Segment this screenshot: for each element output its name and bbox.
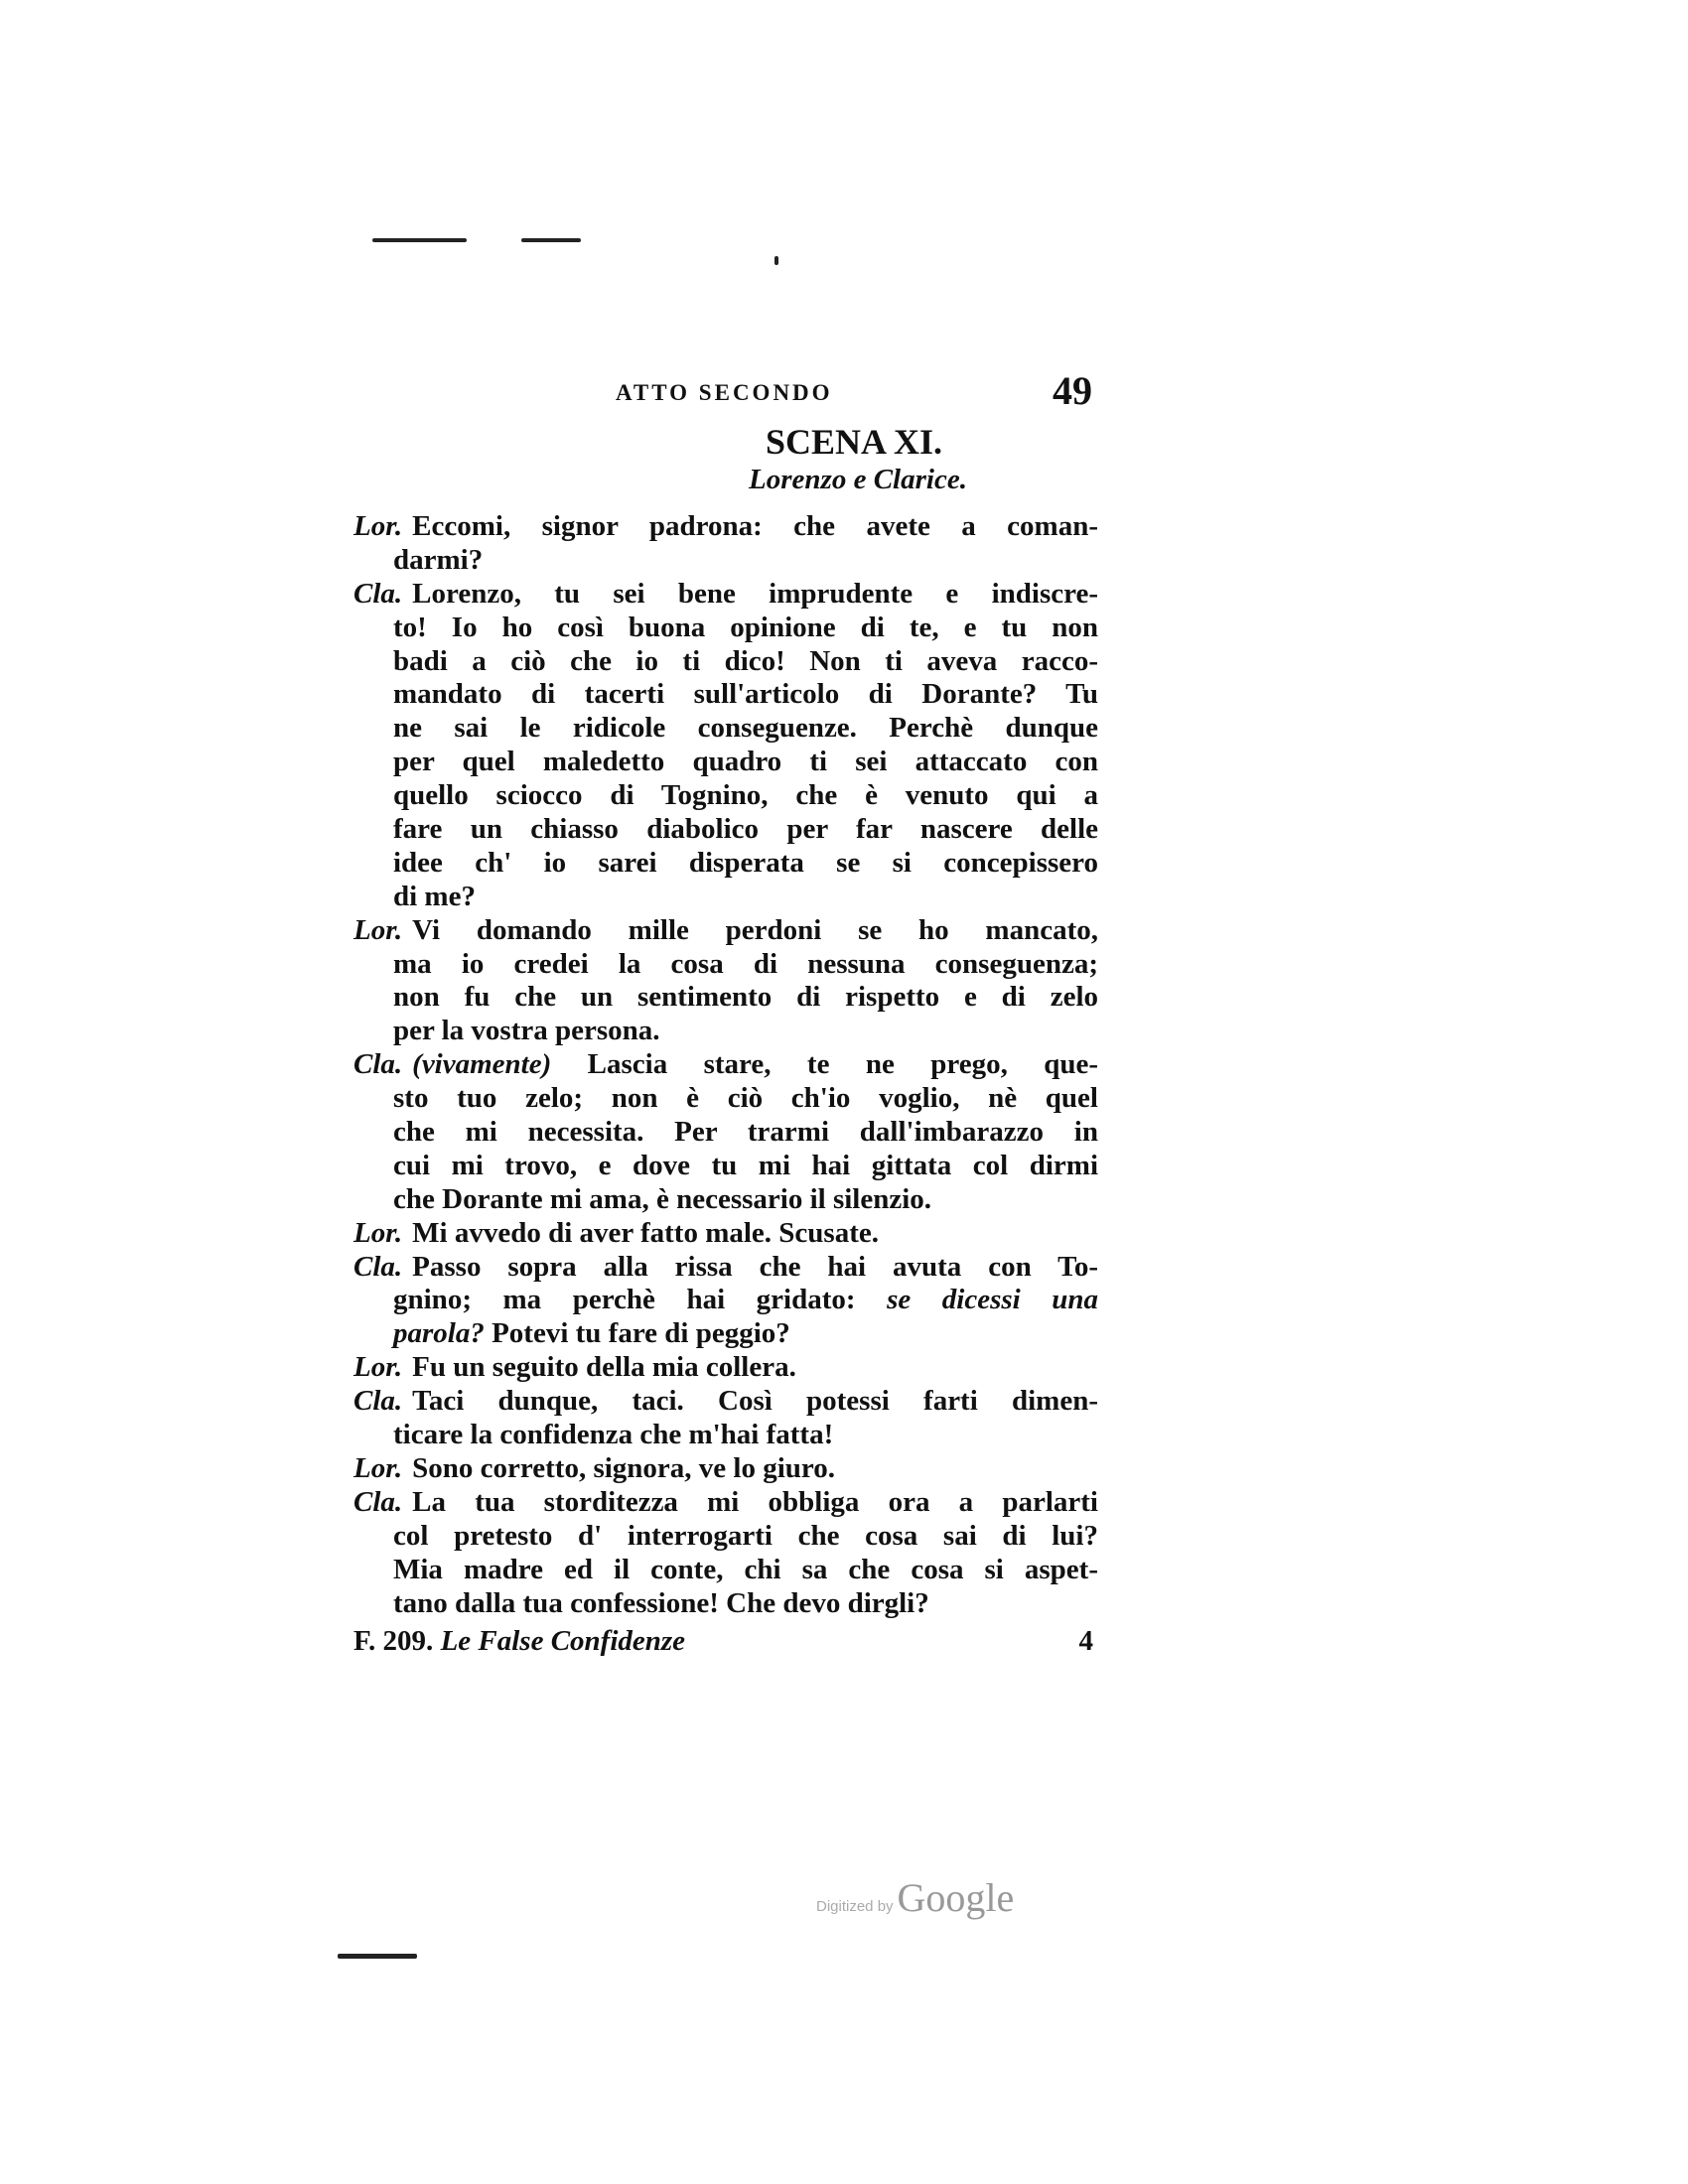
line-text: gnino; ma perchè hai gridato:: [393, 1284, 888, 1316]
line-text: to! Io ho così buona opinione di te, e tu non: [393, 611, 1098, 643]
text-line: [353, 847, 1098, 881]
text-line: [353, 981, 1098, 1015]
text-line: [353, 612, 1098, 645]
page-footer: [353, 1625, 1093, 1658]
text-line: [353, 1554, 1098, 1587]
speaker-label: Cla.: [353, 1250, 403, 1283]
line-text: per quel maledetto quadro ti sei attaccato con: [393, 746, 1098, 778]
line-text: di me?: [393, 880, 476, 912]
text-line: [353, 578, 1098, 612]
line-text: Lorenzo, tu sei bene imprudente e indiscre-: [412, 577, 1098, 610]
line-text: fare un chiasso diabolico per far nascere delle: [393, 813, 1098, 846]
text-line: [353, 881, 1098, 914]
line-text: per la vostra persona.: [393, 1015, 660, 1047]
text-line: [353, 1217, 1098, 1251]
scene-title: SCENA XI.: [765, 422, 943, 462]
line-text: darmi?: [393, 543, 484, 576]
line-text: Fu un seguito della mia collera.: [412, 1351, 796, 1384]
text-line: [353, 1452, 1098, 1486]
line-text: mandato di tacerti sull'articolo di Dorante? Tu: [393, 678, 1098, 711]
line-text: ma io credei la cosa di nessuna conseguenza;: [393, 947, 1098, 980]
text-line: [353, 1486, 1098, 1520]
dialogue-body: [353, 510, 1098, 1620]
text-line: [353, 1116, 1098, 1150]
text-line: [353, 1048, 1098, 1082]
speaker-label: Lor.: [353, 913, 403, 946]
gathering-mark: 4: [1078, 1625, 1093, 1657]
text-line: [353, 1520, 1098, 1554]
text-line: [353, 1183, 1098, 1217]
line-text: Passo sopra alla rissa che hai avuta con To-: [412, 1250, 1098, 1283]
line-text: Taci dunque, taci. Così potessi farti dimen-: [412, 1385, 1098, 1418]
line-text: tano dalla tua confessione! Che devo dirgli?: [393, 1586, 929, 1619]
line-text: sto tuo zelo; non è ciò ch'io voglio, nè quel: [393, 1082, 1098, 1115]
text-line: [353, 510, 1098, 544]
line-text: ne sai le ridicole conseguenze. Perchè dunque: [393, 712, 1098, 745]
running-head: ATTO SECONDO: [616, 380, 833, 405]
text-line: [353, 914, 1098, 948]
text-line: [353, 645, 1098, 679]
line-text: Vi domando mille perdoni se ho mancato,: [412, 913, 1098, 946]
speaker-label: Cla.: [353, 1485, 403, 1518]
line-text: col pretesto d' interrogarti che cosa sai di lui?: [393, 1519, 1098, 1552]
watermark-brand: Google: [897, 1875, 1015, 1920]
line-text: idee ch' io sarei disperata se si concepissero: [393, 846, 1098, 879]
text-line: [353, 779, 1098, 813]
text-line: [353, 1150, 1098, 1183]
text-line: [353, 1317, 1098, 1351]
text-line: [353, 1015, 1098, 1048]
speaker-label: Cla.: [353, 1048, 403, 1081]
line-text: Mia madre ed il conte, chi sa che cosa si aspet-: [393, 1553, 1098, 1585]
speaker-label: Lor.: [353, 510, 403, 542]
line-text: Potevi tu fare di peggio?: [484, 1317, 790, 1350]
text-line: [353, 1385, 1098, 1419]
speaker-label: Cla.: [353, 577, 403, 610]
scan-smudge: [372, 238, 467, 242]
line-text: che Dorante mi ama, è necessario il silenzio.: [393, 1182, 932, 1215]
text-line: [353, 948, 1098, 982]
line-text: Sono corretto, signora, ve lo giuro.: [412, 1451, 835, 1484]
scan-smudge: [774, 256, 778, 265]
text-line: [353, 1587, 1098, 1621]
text-line: [353, 712, 1098, 746]
text-line: [353, 1351, 1098, 1385]
stage-direction-text: se dicessi una: [887, 1284, 1099, 1316]
line-text: che mi necessita. Per trarmi dall'imbarazzo in: [393, 1116, 1098, 1149]
line-text: ticare la confidenza che m'hai fatta!: [393, 1419, 834, 1451]
line-text: Eccomi, signor padrona: che avete a coman-: [412, 510, 1098, 542]
line-text: Mi avvedo di aver fatto male. Scusate.: [412, 1216, 879, 1249]
line-text: badi a ciò che io ti dico! Non ti aveva racco-: [393, 644, 1098, 677]
scan-smudge: [338, 1954, 417, 1959]
footer-title: Le False Confidenze: [440, 1625, 686, 1657]
text-line: [353, 1251, 1098, 1285]
line-text: quello sciocco di Tognino, che è venuto qui a: [393, 779, 1098, 812]
page-number: 49: [1053, 368, 1092, 413]
watermark-prefix: Digitized by: [816, 1898, 894, 1915]
line-text: cui mi trovo, e dove tu mi hai gittata col dirmi: [393, 1149, 1098, 1181]
stage-direction-text: (vivamente): [412, 1048, 552, 1081]
line-text: non fu che un sentimento di rispetto e di zelo: [393, 981, 1098, 1014]
text-line: [353, 1082, 1098, 1116]
scene-cast: Lorenzo e Clarice.: [749, 464, 967, 495]
speaker-label: Lor.: [353, 1451, 403, 1484]
line-text: La tua storditezza mi obbliga ora a parlarti: [412, 1485, 1098, 1518]
text-line: [353, 678, 1098, 712]
scan-smudge: [521, 238, 581, 242]
text-line: [353, 813, 1098, 847]
signature-mark: F. 209.: [353, 1625, 434, 1657]
stage-direction-text: parola?: [393, 1317, 485, 1350]
text-line: [353, 746, 1098, 779]
text-line: [353, 1284, 1098, 1317]
text-line: [353, 1419, 1098, 1452]
digitized-watermark: [816, 1874, 1014, 1921]
text-line: [353, 544, 1098, 578]
speaker-label: Lor.: [353, 1216, 403, 1249]
speaker-label: Lor.: [353, 1351, 403, 1384]
line-text: Lascia stare, te ne prego, que-: [551, 1048, 1098, 1081]
speaker-label: Cla.: [353, 1385, 403, 1418]
